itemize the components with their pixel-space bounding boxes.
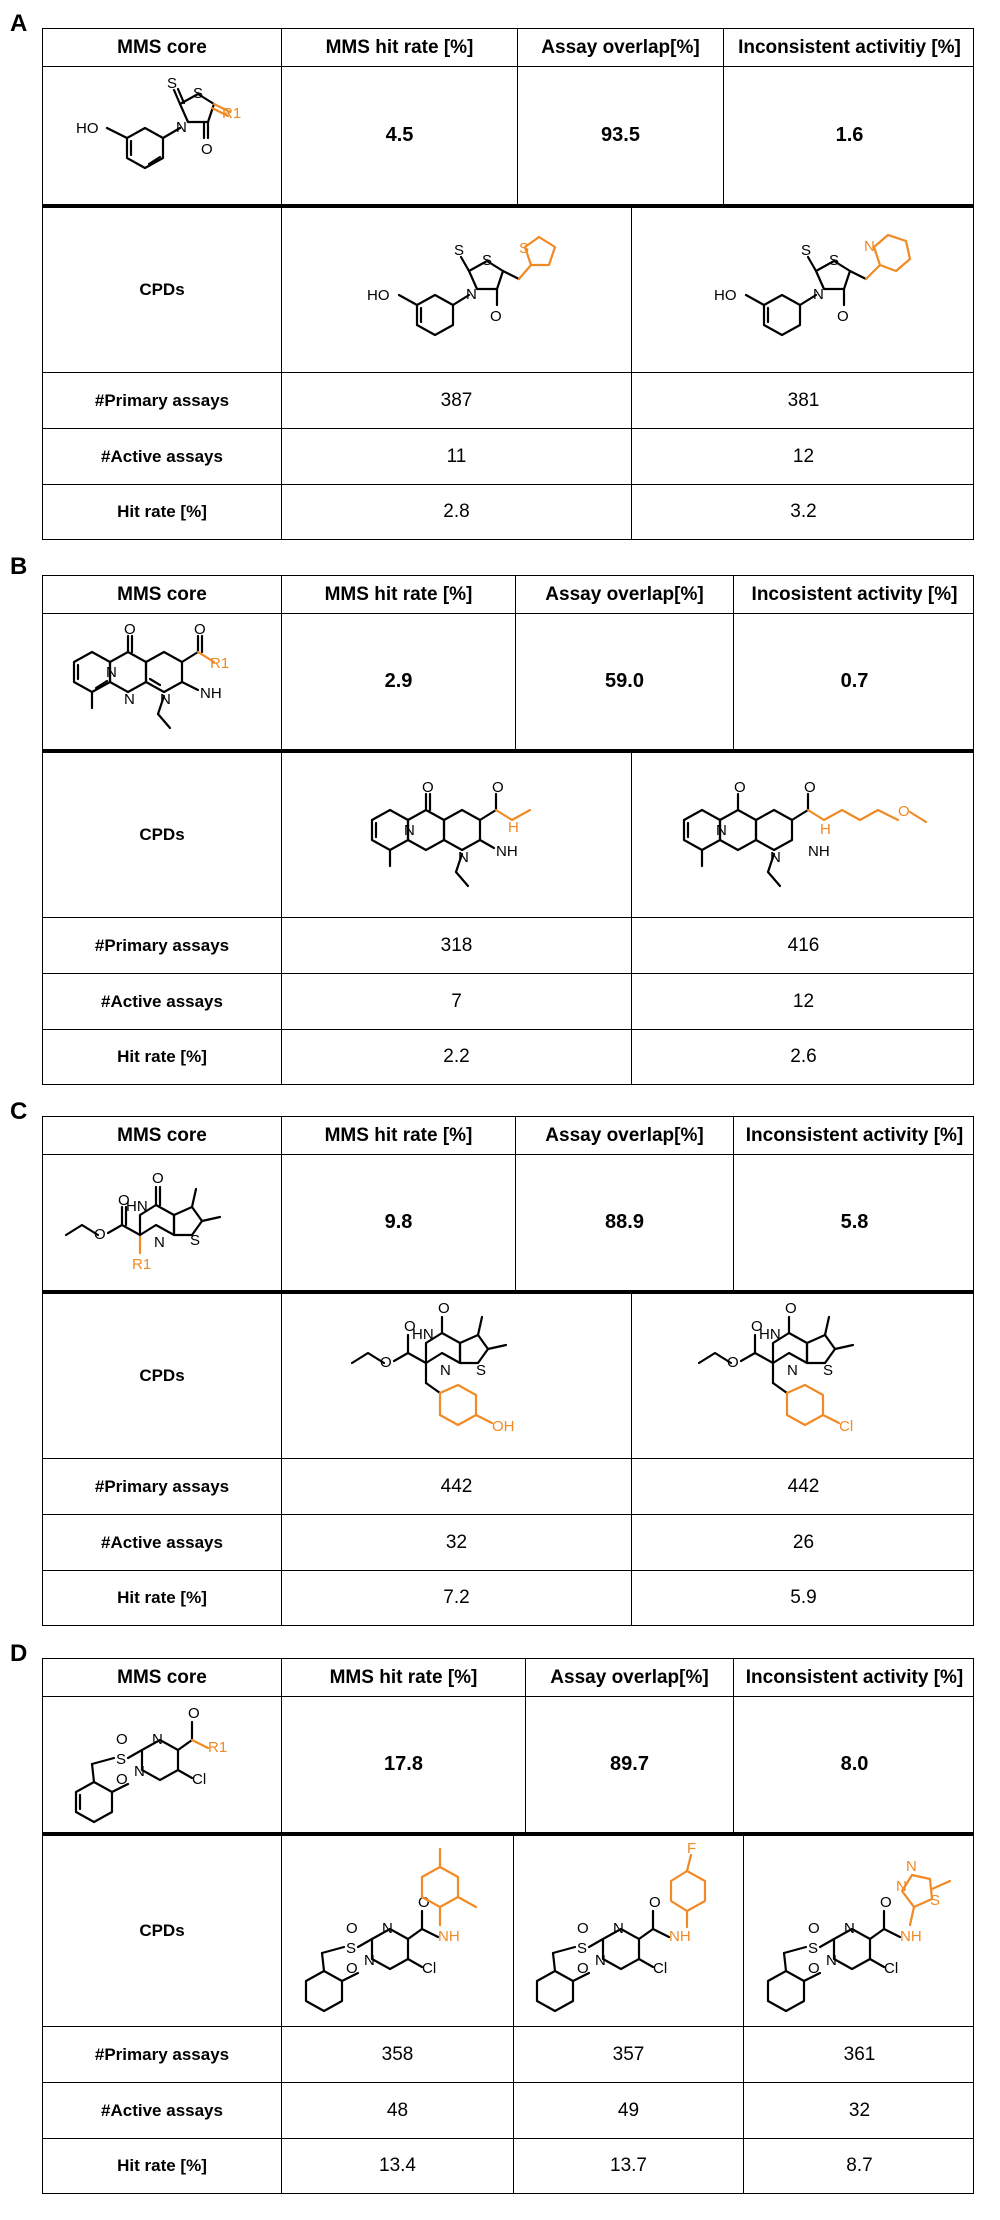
compound-structure-image <box>679 1301 929 1451</box>
assay-overlap-value: 88.9 <box>515 1155 733 1290</box>
header-cell: MMS hit rate [%] <box>281 1117 515 1154</box>
header-cell: Assay overlap[%] <box>525 1659 733 1696</box>
hit-rate-value: 5.9 <box>631 1571 975 1625</box>
table-row <box>42 2082 974 2138</box>
active-assays-value: 48 <box>281 2083 513 2138</box>
svg-text:N: N <box>825 1952 837 1969</box>
svg-text:O: O <box>379 1354 392 1371</box>
hit-rate-value: 3.2 <box>631 485 975 539</box>
svg-text:HO: HO <box>366 287 389 304</box>
svg-text:O: O <box>807 1960 820 1977</box>
row-label: #Primary assays <box>94 935 230 955</box>
svg-text:R1: R1 <box>222 104 242 122</box>
row-label: #Active assays <box>101 1532 223 1552</box>
core-structure-image <box>52 1702 272 1827</box>
svg-text:Cl: Cl <box>838 1418 853 1435</box>
svg-text:O: O <box>194 621 206 638</box>
svg-text:O: O <box>733 779 746 796</box>
row-label: Hit rate [%] <box>117 1047 207 1066</box>
panel-label: D <box>10 1640 28 1667</box>
row-label: Hit rate [%] <box>117 2156 207 2175</box>
svg-text:O: O <box>118 1191 130 1209</box>
svg-text:O: O <box>116 1731 128 1748</box>
active-assays-value: 12 <box>631 974 975 1029</box>
active-assays-value: 49 <box>513 2083 743 2138</box>
assay-overlap-value: 59.0 <box>515 614 733 749</box>
header-row <box>42 575 974 613</box>
inconsistent-activity-value: 5.8 <box>733 1155 975 1290</box>
cpds-row <box>42 749 974 917</box>
summary-row <box>42 613 974 749</box>
svg-text:N: N <box>812 286 824 303</box>
svg-text:S: S <box>807 1940 818 1957</box>
compound-structure-cell <box>631 208 975 372</box>
svg-text:N: N <box>612 1920 624 1937</box>
compound-structure-cell <box>281 753 631 917</box>
svg-text:O: O <box>491 779 504 796</box>
hit-rate-value: 13.4 <box>281 2139 513 2193</box>
svg-text:S: S <box>518 240 529 257</box>
mms-hit-rate-value: 4.5 <box>281 67 517 204</box>
active-assays-value: 7 <box>281 974 631 1029</box>
svg-text:N: N <box>905 1858 917 1875</box>
primary-assays-value: 442 <box>281 1459 631 1514</box>
header-cell: Inconsistent activity [%] <box>733 1659 975 1696</box>
header-row <box>42 1658 974 1696</box>
svg-text:Cl: Cl <box>192 1771 207 1788</box>
core-structure-image <box>52 622 272 742</box>
svg-text:HO: HO <box>713 287 736 304</box>
panel-label: C <box>10 1098 28 1125</box>
assay-overlap-value: 89.7 <box>525 1697 733 1832</box>
hit-rate-value: 2.6 <box>631 1030 975 1084</box>
cpds-label: CPDs <box>139 825 185 844</box>
svg-text:N: N <box>124 690 135 708</box>
hit-rate-value: 2.2 <box>281 1030 631 1084</box>
table-row <box>42 2138 974 2194</box>
svg-text:Cl: Cl <box>883 1960 898 1977</box>
table-row <box>42 1570 974 1626</box>
primary-assays-value: 387 <box>281 373 631 428</box>
panel-c <box>0 1090 1000 1635</box>
svg-text:N: N <box>769 849 781 866</box>
svg-text:H: H <box>507 819 519 836</box>
svg-text:Cl: Cl <box>421 1960 436 1977</box>
cpds-label: CPDs <box>139 1366 185 1385</box>
svg-text:N: N <box>457 849 469 866</box>
svg-text:O: O <box>152 1169 164 1187</box>
svg-text:S: S <box>193 84 204 102</box>
svg-text:NH: NH <box>437 1928 460 1945</box>
svg-text:NH: NH <box>807 843 830 860</box>
svg-text:N: N <box>403 822 415 839</box>
compound-structure-cell <box>513 1836 743 2026</box>
svg-text:S: S <box>345 1940 356 1957</box>
compound-structure-cell <box>281 208 631 372</box>
svg-text:O: O <box>726 1354 739 1371</box>
svg-text:N: N <box>176 118 187 136</box>
mms-hit-rate-value: 9.8 <box>281 1155 515 1290</box>
hit-rate-value: 2.8 <box>281 485 631 539</box>
header-cell: MMS hit rate [%] <box>281 576 515 613</box>
header-cell: MMS core <box>117 583 207 605</box>
svg-text:O: O <box>489 308 502 325</box>
header-cell: Assay overlap[%] <box>515 1117 733 1154</box>
table-row <box>42 1514 974 1570</box>
compound-structure-image <box>654 770 954 900</box>
core-structure-cell <box>43 67 281 204</box>
svg-text:N: N <box>106 663 117 681</box>
svg-text:O: O <box>836 308 849 325</box>
mms-hit-rate-value: 2.9 <box>281 614 515 749</box>
svg-text:O: O <box>576 1920 589 1937</box>
svg-text:R1: R1 <box>210 654 230 672</box>
svg-text:S: S <box>167 75 178 92</box>
svg-text:O: O <box>437 1301 450 1317</box>
svg-text:O: O <box>807 1920 820 1937</box>
svg-text:OH: OH <box>491 1418 514 1435</box>
svg-text:N: N <box>363 1952 375 1969</box>
svg-text:O: O <box>784 1301 797 1317</box>
svg-text:N: N <box>895 1878 907 1895</box>
table-row <box>42 1029 974 1085</box>
table-row <box>42 1458 974 1514</box>
primary-assays-value: 416 <box>631 918 975 973</box>
svg-text:S: S <box>576 1940 587 1957</box>
header-cell: MMS core <box>117 1124 207 1146</box>
panel-a <box>0 0 1000 550</box>
summary-row <box>42 66 974 204</box>
svg-text:O: O <box>201 140 213 158</box>
header-cell: Incosistent activity [%] <box>733 576 975 613</box>
cpds-label: CPDs <box>139 1921 185 1940</box>
header-cell: Inconsistent activity [%] <box>733 1117 975 1154</box>
header-cell: MMS core <box>117 1666 207 1688</box>
svg-text:O: O <box>188 1705 200 1722</box>
header-cell: MMS hit rate [%] <box>281 1659 525 1696</box>
svg-text:NH: NH <box>668 1928 691 1945</box>
header-cell: MMS hit rate [%] <box>281 29 517 66</box>
svg-text:N: N <box>134 1763 145 1780</box>
svg-text:O: O <box>897 803 910 820</box>
mms-hit-rate-value: 17.8 <box>281 1697 525 1832</box>
svg-text:N: N <box>715 822 727 839</box>
svg-text:HN: HN <box>411 1326 434 1343</box>
svg-text:O: O <box>417 1894 430 1911</box>
svg-text:NH: NH <box>200 684 222 702</box>
svg-text:N: N <box>863 238 875 255</box>
core-structure-cell <box>43 1697 281 1832</box>
svg-text:O: O <box>803 779 816 796</box>
svg-text:N: N <box>843 1920 855 1937</box>
svg-text:S: S <box>929 1892 940 1909</box>
svg-text:S: S <box>481 252 492 269</box>
svg-text:O: O <box>403 1318 416 1335</box>
hit-rate-value: 8.7 <box>743 2139 975 2193</box>
compound-structure-cell <box>631 753 975 917</box>
header-cell: MMS core <box>117 36 207 58</box>
header-row <box>42 28 974 66</box>
svg-text:O: O <box>94 1225 106 1243</box>
svg-text:O: O <box>116 1771 128 1788</box>
svg-text:O: O <box>345 1960 358 1977</box>
active-assays-value: 32 <box>743 2083 975 2138</box>
row-label: Hit rate [%] <box>117 502 207 521</box>
table-row <box>42 917 974 973</box>
compound-structure-cell <box>743 1836 975 2026</box>
row-label: #Active assays <box>101 446 223 466</box>
compound-structure-cell <box>281 1836 513 2026</box>
primary-assays-value: 361 <box>743 2027 975 2082</box>
svg-text:H: H <box>819 821 831 838</box>
table-row <box>42 372 974 428</box>
hit-rate-value: 13.7 <box>513 2139 743 2193</box>
compound-structure-image <box>519 1841 739 2021</box>
svg-text:Cl: Cl <box>652 1960 667 1977</box>
cpds-label: CPDs <box>139 280 185 299</box>
compound-structure-image <box>337 225 577 355</box>
svg-text:NH: NH <box>899 1928 922 1945</box>
svg-text:N: N <box>152 1731 163 1748</box>
primary-assays-value: 318 <box>281 918 631 973</box>
svg-text:N: N <box>160 690 171 708</box>
svg-text:O: O <box>345 1920 358 1937</box>
row-label: #Active assays <box>101 991 223 1011</box>
table-row <box>42 484 974 540</box>
compound-structure-image <box>332 1301 582 1451</box>
row-label: #Primary assays <box>94 2044 230 2064</box>
svg-text:S: S <box>800 242 811 259</box>
svg-text:N: N <box>439 1362 451 1379</box>
header-row <box>42 1116 974 1154</box>
compound-structure-cell <box>281 1294 631 1458</box>
svg-text:R1: R1 <box>208 1739 228 1756</box>
core-structure-cell <box>43 614 281 749</box>
table-row <box>42 428 974 484</box>
header-cell: Assay overlap[%] <box>517 29 723 66</box>
assay-overlap-value: 93.5 <box>517 67 723 204</box>
primary-assays-value: 358 <box>281 2027 513 2082</box>
table-row <box>42 973 974 1029</box>
svg-text:S: S <box>475 1362 486 1379</box>
header-cell: Inconsistent activitiy [%] <box>723 29 975 66</box>
row-label: #Primary assays <box>94 390 230 410</box>
active-assays-value: 12 <box>631 429 975 484</box>
table-row <box>42 2026 974 2082</box>
compound-structure-image <box>750 1841 970 2021</box>
active-assays-value: 11 <box>281 429 631 484</box>
svg-text:O: O <box>421 779 434 796</box>
active-assays-value: 26 <box>631 1515 975 1570</box>
panel-d <box>0 1632 1000 2220</box>
summary-row <box>42 1154 974 1290</box>
svg-text:HN: HN <box>758 1326 781 1343</box>
svg-text:O: O <box>124 621 136 638</box>
panel-b <box>0 545 1000 1090</box>
svg-text:S: S <box>828 252 839 269</box>
compound-structure-image <box>684 225 924 355</box>
svg-text:F: F <box>686 1841 696 1857</box>
panel-label: B <box>10 553 28 580</box>
svg-text:O: O <box>648 1894 661 1911</box>
svg-text:R1: R1 <box>132 1255 152 1273</box>
core-structure-image <box>62 76 262 196</box>
svg-text:N: N <box>786 1362 798 1379</box>
compound-structure-image <box>288 1841 508 2021</box>
svg-text:N: N <box>465 286 477 303</box>
active-assays-value: 32 <box>281 1515 631 1570</box>
svg-text:N: N <box>594 1952 606 1969</box>
svg-text:S: S <box>190 1231 201 1249</box>
row-label: Hit rate [%] <box>117 1588 207 1607</box>
primary-assays-value: 442 <box>631 1459 975 1514</box>
core-structure-cell <box>43 1155 281 1290</box>
primary-assays-value: 381 <box>631 373 975 428</box>
inconsistent-activity-value: 0.7 <box>733 614 975 749</box>
svg-text:O: O <box>750 1318 763 1335</box>
svg-text:S: S <box>453 242 464 259</box>
hit-rate-value: 7.2 <box>281 1571 631 1625</box>
header-cell: Assay overlap[%] <box>515 576 733 613</box>
core-structure-image <box>52 1163 272 1283</box>
cpds-row <box>42 204 974 372</box>
svg-text:HN: HN <box>126 1197 148 1215</box>
svg-text:O: O <box>576 1960 589 1977</box>
inconsistent-activity-value: 1.6 <box>723 67 975 204</box>
svg-text:N: N <box>154 1233 165 1251</box>
svg-text:O: O <box>879 1894 892 1911</box>
compound-structure-cell <box>631 1294 975 1458</box>
svg-text:N: N <box>381 1920 393 1937</box>
summary-row <box>42 1696 974 1832</box>
row-label: #Primary assays <box>94 1476 230 1496</box>
panel-label: A <box>10 10 28 37</box>
compound-structure-image <box>332 770 582 900</box>
inconsistent-activity-value: 8.0 <box>733 1697 975 1832</box>
svg-text:HO: HO <box>76 119 99 137</box>
row-label: #Active assays <box>101 2100 223 2120</box>
svg-text:S: S <box>116 1751 127 1768</box>
primary-assays-value: 357 <box>513 2027 743 2082</box>
svg-text:S: S <box>822 1362 833 1379</box>
cpds-row <box>42 1290 974 1458</box>
cpds-row <box>42 1832 974 2026</box>
svg-text:NH: NH <box>495 843 518 860</box>
